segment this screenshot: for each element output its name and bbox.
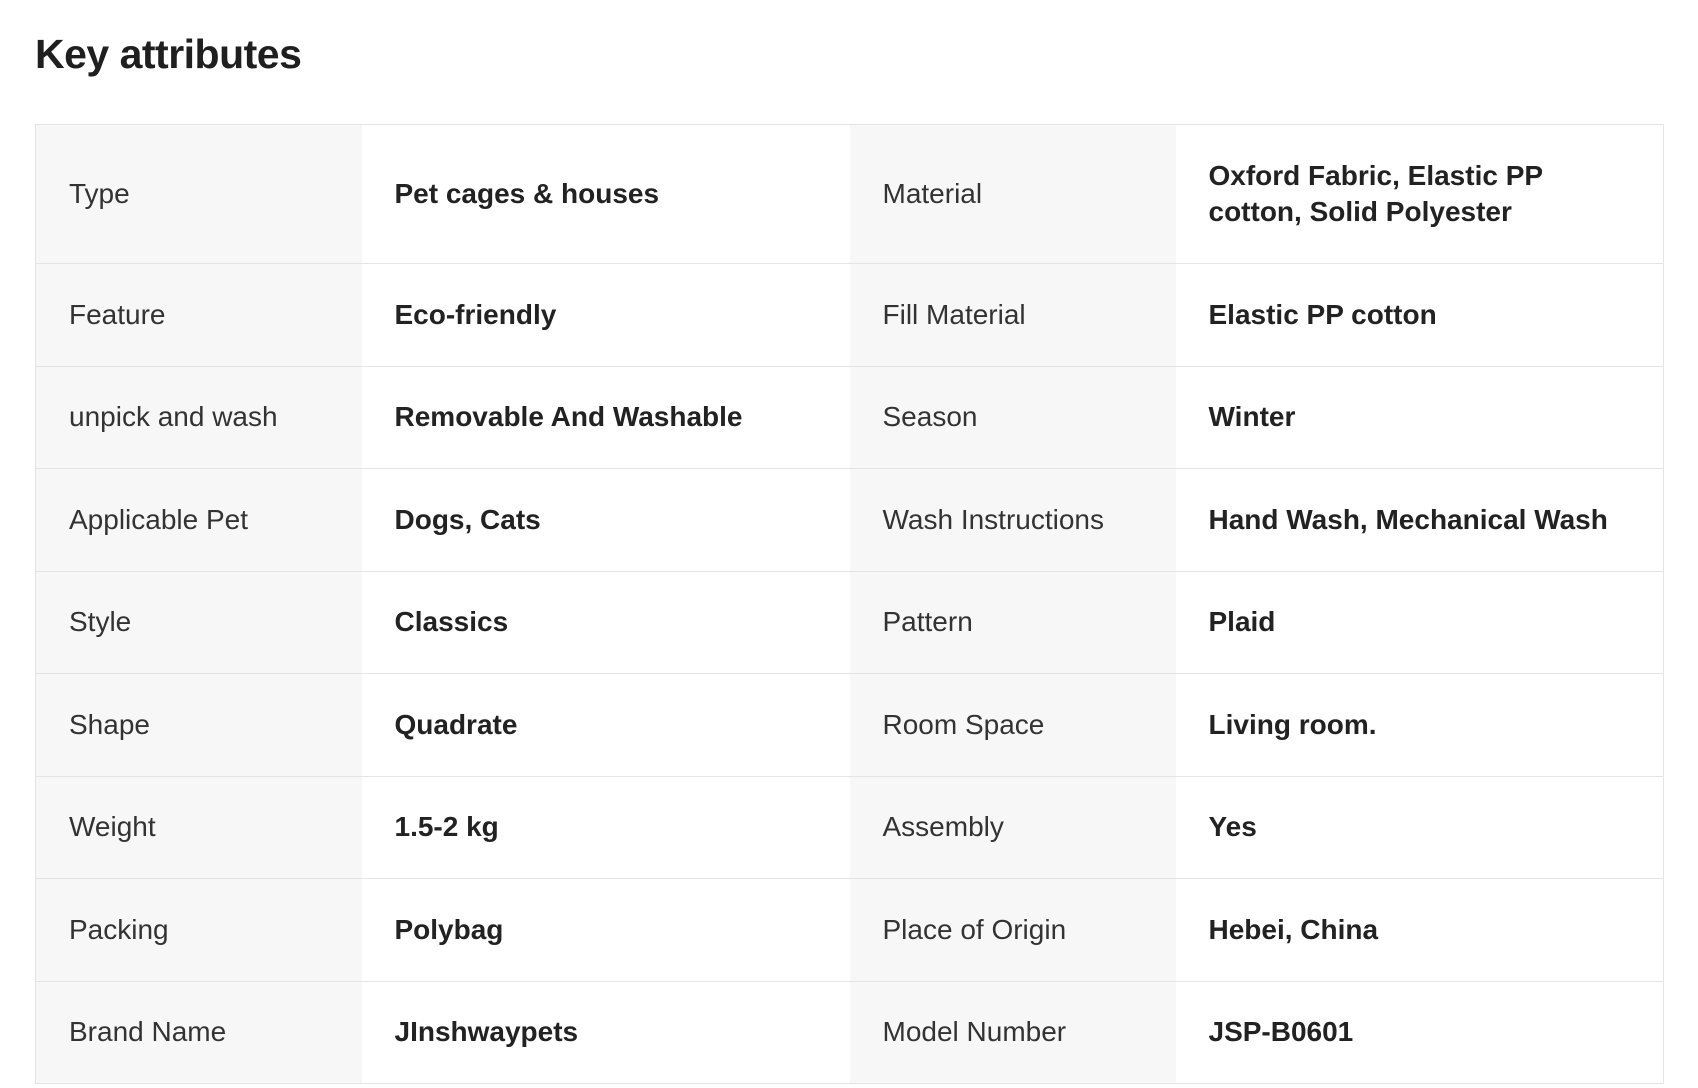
attribute-label: Feature [36, 264, 362, 367]
attribute-value: Winter [1176, 366, 1664, 469]
table-row [36, 264, 1664, 367]
attribute-value: Dogs, Cats [362, 469, 850, 572]
attribute-value: Plaid [1176, 571, 1664, 674]
attribute-label: Model Number [850, 981, 1176, 1084]
attribute-label: Fill Material [850, 264, 1176, 367]
attribute-value: JSP-B0601 [1176, 981, 1664, 1084]
attribute-label: Brand Name [36, 981, 362, 1084]
table-row [36, 776, 1664, 879]
attribute-value: Oxford Fabric, Elastic PP cotton, Solid Polyester [1176, 125, 1664, 264]
attribute-value: Elastic PP cotton [1176, 264, 1664, 367]
attribute-label: Applicable Pet [36, 469, 362, 572]
table-row [36, 674, 1664, 777]
attribute-value: Eco-friendly [362, 264, 850, 367]
attribute-label: Pattern [850, 571, 1176, 674]
attribute-value: Classics [362, 571, 850, 674]
attribute-value: JInshwaypets [362, 981, 850, 1084]
attribute-label: Place of Origin [850, 879, 1176, 982]
attribute-label: Packing [36, 879, 362, 982]
table-row [36, 981, 1664, 1084]
attribute-value: 1.5-2 kg [362, 776, 850, 879]
section-title: Key attributes [35, 31, 302, 77]
attribute-label: Season [850, 366, 1176, 469]
attribute-value: Hebei, China [1176, 879, 1664, 982]
table-row [36, 125, 1664, 264]
table-row [36, 879, 1664, 982]
attribute-value: Quadrate [362, 674, 850, 777]
attribute-value: Hand Wash, Mechanical Wash [1176, 469, 1664, 572]
attribute-label: unpick and wash [36, 366, 362, 469]
attribute-label: Assembly [850, 776, 1176, 879]
attribute-label: Material [850, 125, 1176, 264]
attribute-value: Removable And Washable [362, 366, 850, 469]
attribute-label: Style [36, 571, 362, 674]
table-row [36, 366, 1664, 469]
attribute-label: Shape [36, 674, 362, 777]
table-row [36, 571, 1664, 674]
attribute-value: Living room. [1176, 674, 1664, 777]
attribute-label: Weight [36, 776, 362, 879]
attribute-label: Type [36, 125, 362, 264]
attribute-value: Yes [1176, 776, 1664, 879]
attribute-value: Polybag [362, 879, 850, 982]
attribute-value: Pet cages & houses [362, 125, 850, 264]
attributes-table [35, 124, 1664, 1084]
attribute-label: Wash Instructions [850, 469, 1176, 572]
table-row [36, 469, 1664, 572]
attribute-label: Room Space [850, 674, 1176, 777]
